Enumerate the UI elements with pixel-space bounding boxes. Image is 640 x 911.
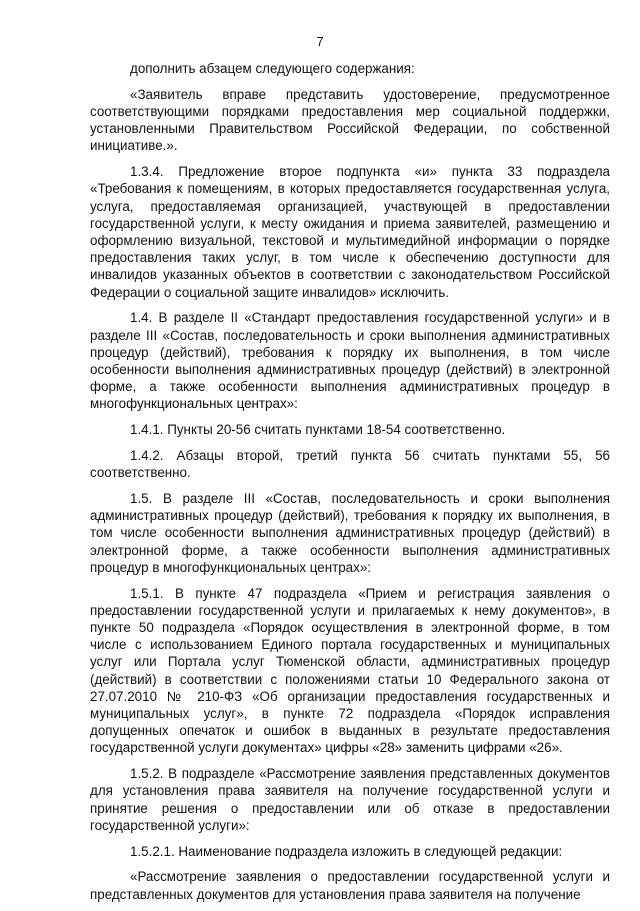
- paragraph-1-5-2: 1.5.2. В подразделе «Рассмотрение заявления представленных документов для установления права заявителя на получение государственной услуги и принятие решения о предоставлении или об отказе в предоставлении государственной услуги»:: [90, 766, 610, 833]
- page-number: 7: [316, 34, 324, 49]
- document-body: [90, 60, 610, 911]
- paragraph-1-5-1: 1.5.1. В пункте 47 подраздела «Прием и регистрация заявления о предоставлении государственной услуги и прилагаемых к нему документов», в пункте 50 подраздела «Порядок осуществления в электронной форме, в том числе с использованием Единого портала государственных и муниципальных услуг или Портала услуг Тюменской области, административных процедур (действий) в соответствии с положениями статьи 10 Федерального закона от 27.07.2010 № 210-ФЗ «Об организации предоставления государственных и муниципальных услуг», в пункте 72 подраздела «Порядок исправления допущенных опечаток и ошибок в выданных в результате предоставления государственной услуги документах» цифры «28» заменить цифрами «26».: [90, 585, 610, 756]
- paragraph-intro: дополнить абзацем следующего содержания:: [130, 61, 415, 76]
- paragraph-quote-applicant: «Заявитель вправе представить удостоверение, предусмотренное соответствующими порядками предоставления мер социальной поддержки, установленными Правительством Российской Федерации, по собственной инициативе.».: [90, 86, 610, 154]
- paragraph-1-4-2: 1.4.2. Абзацы второй, третий пункта 56 считать пунктами 55, 56 соответственно.: [90, 448, 610, 481]
- paragraph-1-3-4: 1.3.4. Предложение второе подпункта «и» пункта 33 подраздела «Требования к помещениям, в которых предоставляется государственная услуга, услуга, предоставляемая организацией, участвующей в предоставлении государственной услуги, к месту ожидания и приема заявителей, размещению и оформлению визуальной, текстовой и мультимедийной информации о порядке предоставления таких услуг, в том числе к обеспечению доступности для инвалидов указанных объектов в соответствии с законодательством Российской Федерации о социальной защите инвалидов» исключить.: [90, 164, 610, 300]
- paragraph-1-5: 1.5. В разделе III «Состав, последовательность и сроки выполнения административных процедур (действий), требования к порядку их выполнения, в том числе особенности выполнения административных процедур (действий) в электронной форме, а также особенности выполнения административных процедур в многофункциональных центрах»:: [90, 491, 610, 575]
- paragraph-1-4-1: 1.4.1. Пункты 20-56 считать пунктами 18-54 соответственно.: [130, 422, 506, 438]
- paragraph-1-5-2-1: 1.5.2.1. Наименование подраздела изложить в следующей редакции:: [130, 843, 563, 859]
- paragraph-quote-subsection-title: «Рассмотрение заявления о предоставлении государственной услуги и представленных документов для установления права заявителя на получение: [90, 869, 610, 902]
- paragraph-1-4: 1.4. В разделе II «Стандарт предоставления государственной услуги» и в разделе III «Состав, последовательность и сроки выполнения административных процедур (действий), требования к порядку их выполнения, в том числе особенности выполнения административных процедур (действий) в электронной форме, а также особенности выполнения административных процедур в многофункциональных центрах»:: [90, 310, 610, 412]
